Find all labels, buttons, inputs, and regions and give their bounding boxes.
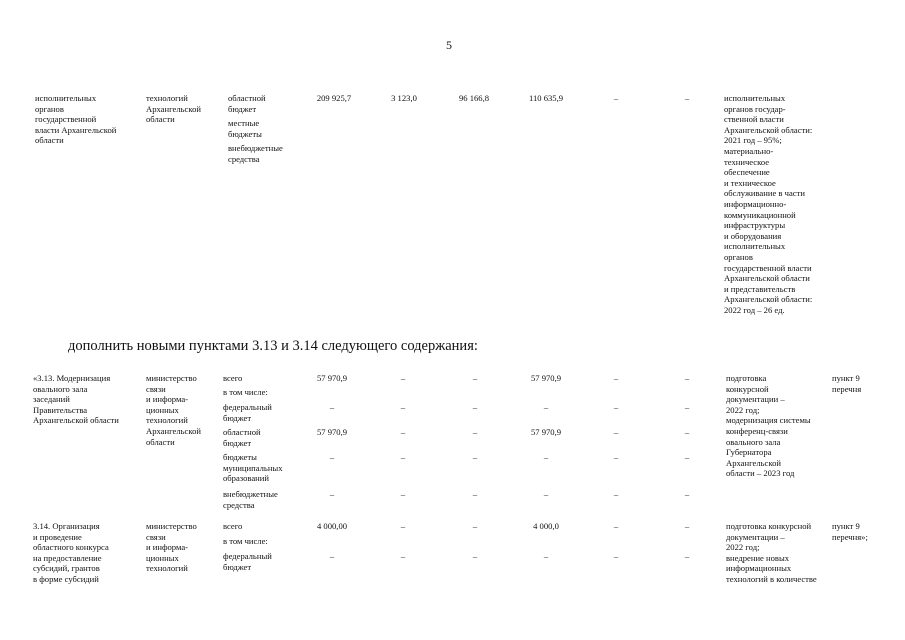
- item-314-r0-v2: –: [472, 521, 478, 531]
- top-source-1: областной бюджет: [228, 93, 266, 114]
- item-314-ref: пункт 9 перечня»;: [832, 521, 868, 542]
- item-314-title: 3.14. Организация и проведение областного конкурса на предоставление субсидий, грантов в форме субсидий: [33, 521, 109, 584]
- item-313-r4-v1: –: [400, 452, 406, 462]
- top-col2-text: технологий Архангельской области: [146, 93, 201, 125]
- top-col1-text: исполнительных органов государственной власти Архангельской области: [35, 93, 117, 146]
- item-314-r0-v5: –: [684, 521, 690, 531]
- item-313-r4-v0: –: [329, 452, 335, 462]
- item-313-r5-v1: –: [400, 489, 406, 499]
- item-314-r0-v1: –: [400, 521, 406, 531]
- item-313-r5-v3: –: [543, 489, 549, 499]
- item-314-executor: министерство связи и информа- ционных технологий: [146, 521, 197, 574]
- item-313-r0-v1: –: [400, 373, 406, 383]
- item-314-r2-v2: –: [472, 551, 478, 561]
- top-source-2: местные бюджеты: [228, 118, 262, 139]
- item-313-executor: министерство связи и информа- ционных технологий Архангельской области: [146, 373, 201, 447]
- item-313-r2-v0: –: [329, 402, 335, 412]
- item-314-r0-v0: 4 000,00: [316, 521, 348, 531]
- item-313-r3-v2: –: [472, 427, 478, 437]
- item-313-r4-v5: –: [684, 452, 690, 462]
- item-313-r5-v5: –: [684, 489, 690, 499]
- item-313-ref: пункт 9 перечня: [832, 373, 862, 394]
- item-313-r0-v5: –: [684, 373, 690, 383]
- item-314-r2-v0: –: [329, 551, 335, 561]
- item-314-r0-v4: –: [613, 521, 619, 531]
- item-314-r2-v1: –: [400, 551, 406, 561]
- item-313-source-3: областной бюджет: [223, 427, 261, 448]
- item-313-r0-v4: –: [613, 373, 619, 383]
- top-value-2024: –: [613, 93, 619, 103]
- top-result-text: исполнительных органов государ- ственной власти Архангельской области: 2021 год – 95%; материально- техническое обеспечение и техническое обслуживание в части информационно- коммуникационной инфраструктуры и оборудования исполнительных органов государственной власти Архангельской области и представительств Архангельской области: 2022 год – 26 ед.: [724, 93, 813, 315]
- item-313-source-4: бюджеты муниципальных образований: [223, 452, 283, 484]
- top-value-2021: 3 123,0: [391, 93, 417, 103]
- top-value-2025: –: [684, 93, 690, 103]
- top-value-total: 209 925,7: [316, 93, 352, 103]
- item-313-r3-v3: 57 970,9: [530, 427, 562, 437]
- item-313-r0-v0: 57 970,9: [316, 373, 348, 383]
- item-313-r0-v2: –: [472, 373, 478, 383]
- item-314-source-2: федеральный бюджет: [223, 551, 272, 572]
- item-313-r4-v4: –: [613, 452, 619, 462]
- item-313-r5-v4: –: [613, 489, 619, 499]
- item-313-r2-v5: –: [684, 402, 690, 412]
- item-313-r3-v5: –: [684, 427, 690, 437]
- item-313-source-5: внебюджетные средства: [223, 489, 278, 510]
- top-source-3: внебюджетные средства: [228, 143, 283, 164]
- item-313-r4-v2: –: [472, 452, 478, 462]
- item-313-r3-v1: –: [400, 427, 406, 437]
- section-heading: дополнить новыми пунктами 3.13 и 3.14 следующего содержания:: [68, 338, 478, 354]
- item-313-r3-v4: –: [613, 427, 619, 437]
- item-314-source-1: в том числе:: [223, 536, 268, 546]
- item-313-r3-v0: 57 970,9: [316, 427, 348, 437]
- item-314-r2-v5: –: [684, 551, 690, 561]
- item-313-r2-v1: –: [400, 402, 406, 412]
- item-314-r0-v3: 4 000,0: [533, 521, 559, 531]
- item-313-r2-v4: –: [613, 402, 619, 412]
- item-313-r4-v3: –: [543, 452, 549, 462]
- top-value-2023: 110 635,9: [528, 93, 564, 103]
- top-value-2022: 96 166,8: [458, 93, 490, 103]
- item-313-r5-v0: –: [329, 489, 335, 499]
- item-313-title: «3.13. Модернизация овального зала заседаний Правительства Архангельской области: [33, 373, 119, 426]
- item-313-source-1: в том числе:: [223, 387, 268, 397]
- item-313-source-2: федеральный бюджет: [223, 402, 272, 423]
- item-314-result: подготовка конкурсной документации – 2022 год; внедрение новых информационных технологий в количестве: [726, 521, 817, 584]
- item-314-r2-v3: –: [543, 551, 549, 561]
- item-314-source-0: всего: [223, 521, 243, 531]
- item-313-r5-v2: –: [472, 489, 478, 499]
- item-314-r2-v4: –: [613, 551, 619, 561]
- item-313-r2-v2: –: [472, 402, 478, 412]
- item-313-source-0: всего: [223, 373, 243, 383]
- item-313-r0-v3: 57 970,9: [530, 373, 562, 383]
- item-313-result: подготовка конкурсной документации – 2022 год; модернизация системы конференц-связи овального зала Губернатора Архангельской области – 2023 год: [726, 373, 811, 479]
- item-313-r2-v3: –: [543, 402, 549, 412]
- page-number: 5: [446, 38, 452, 52]
